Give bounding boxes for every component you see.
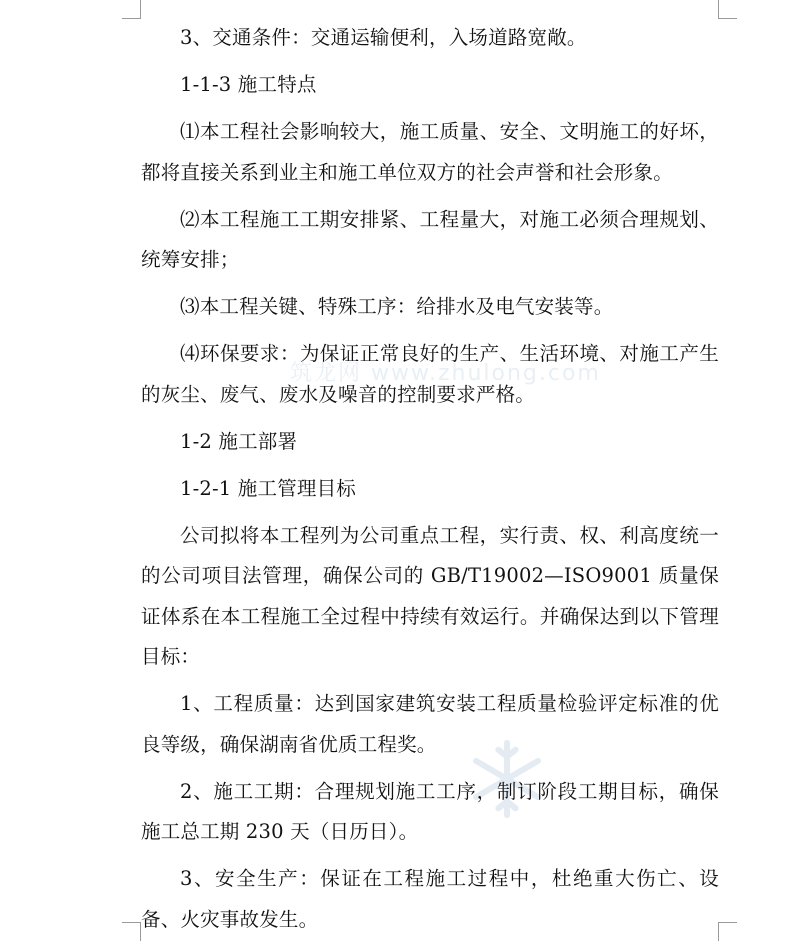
paragraph-goal-quality: 1、工程质量：达到国家建筑安装工程质量检验评定标准的优良等级，确保湖南省优质工程奖。: [141, 692, 719, 756]
heading-1-2: 1-2 施工部署: [180, 429, 298, 453]
heading-1-1-3: 1-1-3 施工特点: [180, 73, 317, 96]
margin-corner-top-left: [122, 0, 141, 19]
margin-corner-bottom-left: [122, 922, 141, 941]
paragraph-feature-3: ⑶本工程关键、特殊工序：给排水及电气安装等。: [180, 295, 614, 318]
paragraph-goal-safety: 3、安全生产：保证在工程施工过程中，杜绝重大伤亡、设备、火灾事故发生。: [141, 867, 719, 931]
document-body: [141, 18, 719, 947]
paragraph-feature-4: ⑷环保要求：为保证正常良好的生产、生活环境、对施工产生的灰尘、废气、废水及噪音的控制要求严格。: [141, 342, 719, 406]
paragraph-traffic: 3、交通条件：交通运输便利，入场道路宽敞。: [180, 26, 587, 49]
margin-corner-top-right: [718, 0, 737, 19]
watermark-text: 筑龙网 www.zhulong.com: [290, 361, 601, 386]
heading-1-2-1: 1-2-1 施工管理目标: [180, 476, 356, 500]
paragraph-goal-schedule: 2、施工工期：合理规划施工工序，制订阶段工期目标，确保施工总工期 230 天（日历日）。: [141, 779, 719, 843]
paragraph-feature-2: ⑵本工程施工工期安排紧、工程量大，对施工必须合理规划、统筹安排；: [141, 207, 719, 271]
margin-corner-bottom-right: [718, 922, 737, 941]
paragraph-management-intro: 公司拟将本工程列为公司重点工程，实行责、权、利高度统一的公司项目法管理，确保公司的 GB/T19002—ISO9001 质量保证体系在本工程施工全过程中持续有效运行。并确保达到以下管理目标：: [141, 523, 719, 668]
paragraph-feature-1: ⑴本工程社会影响较大，施工质量、安全、文明施工的好坏，都将直接关系到业主和施工单位双方的社会声誉和社会形象。: [141, 120, 719, 184]
